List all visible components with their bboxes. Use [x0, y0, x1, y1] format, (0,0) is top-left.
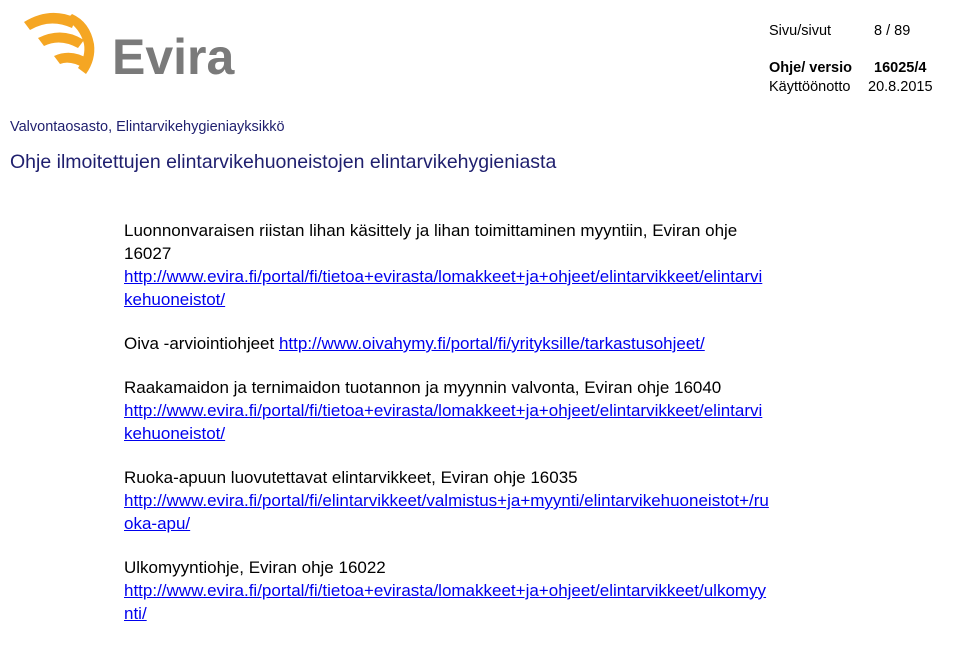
reference-entry-riista: [124, 219, 864, 311]
department-name: Valvontaosasto, Elintarvikehygieniayksikkö: [10, 119, 285, 135]
evira-logo: [20, 8, 260, 84]
reference-entry-oiva: [124, 332, 864, 355]
page-number: 8 / 89: [874, 23, 911, 39]
deploy-date-value: 20.8.2015: [868, 79, 933, 95]
logo-wordmark: Evira: [112, 29, 235, 84]
reference-entry-ruoka-apu: [124, 466, 864, 535]
page-label: Sivu/sivut: [769, 23, 832, 39]
reference-entry-raakamaito: [124, 376, 864, 445]
entry-link[interactable]: http://www.evira.fi/portal/fi/tietoa+evirasta/lomakkeet+ja+ohjeet/elintarvikkeet/ulkomyy: [124, 581, 767, 600]
evira-logo-graphic: [20, 8, 260, 84]
version-value: 16025/4: [874, 60, 927, 76]
entry-text: Luonnonvaraisen riistan lihan käsittely ja lihan toimittaminen myyntiin, Eviran ohje: [124, 221, 738, 240]
entry-text: 16027: [124, 244, 172, 263]
entry-link[interactable]: http://www.oivahymy.fi/portal/fi/yrityksille/tarkastusohjeet/: [278, 334, 705, 353]
entry-link[interactable]: http://www.evira.fi/portal/fi/tietoa+evirasta/lomakkeet+ja+ohjeet/elintarvikkeet/elintarvi: [124, 401, 763, 420]
entry-link[interactable]: kehuoneistot/: [124, 290, 226, 309]
entry-text: Raakamaidon ja ternimaidon tuotannon ja myynnin valvonta, Eviran ohje 16040: [124, 378, 722, 397]
entry-link[interactable]: kehuoneistot/: [124, 424, 226, 443]
entry-link[interactable]: oka-apu/: [124, 514, 191, 533]
entry-text: Ruoka-apuun luovutettavat elintarvikkeet, Eviran ohje 16035: [124, 468, 578, 487]
document-title: Ohje ilmoitettujen elintarvikehuoneistojen elintarvikehygieniasta: [10, 151, 557, 173]
entry-link[interactable]: http://www.evira.fi/portal/fi/elintarvikkeet/valmistus+ja+myynti/elintarvikehuoneistot+/ru: [124, 491, 769, 510]
entry-text: Oiva -arviointiohjeet: [124, 334, 279, 353]
entry-link[interactable]: nti/: [124, 604, 147, 623]
reference-entry-ulkomyynti: [124, 556, 864, 625]
version-label: Ohje/ versio: [769, 60, 853, 76]
entry-line-oiva: [124, 332, 864, 355]
deploy-date-label: Käyttöönotto: [769, 79, 851, 95]
entry-link[interactable]: http://www.evira.fi/portal/fi/tietoa+evirasta/lomakkeet+ja+ohjeet/elintarvikkeet/elintarvi: [124, 267, 763, 286]
entry-text: Ulkomyyntiohje, Eviran ohje 16022: [124, 558, 386, 577]
reference-list: [124, 219, 864, 646]
